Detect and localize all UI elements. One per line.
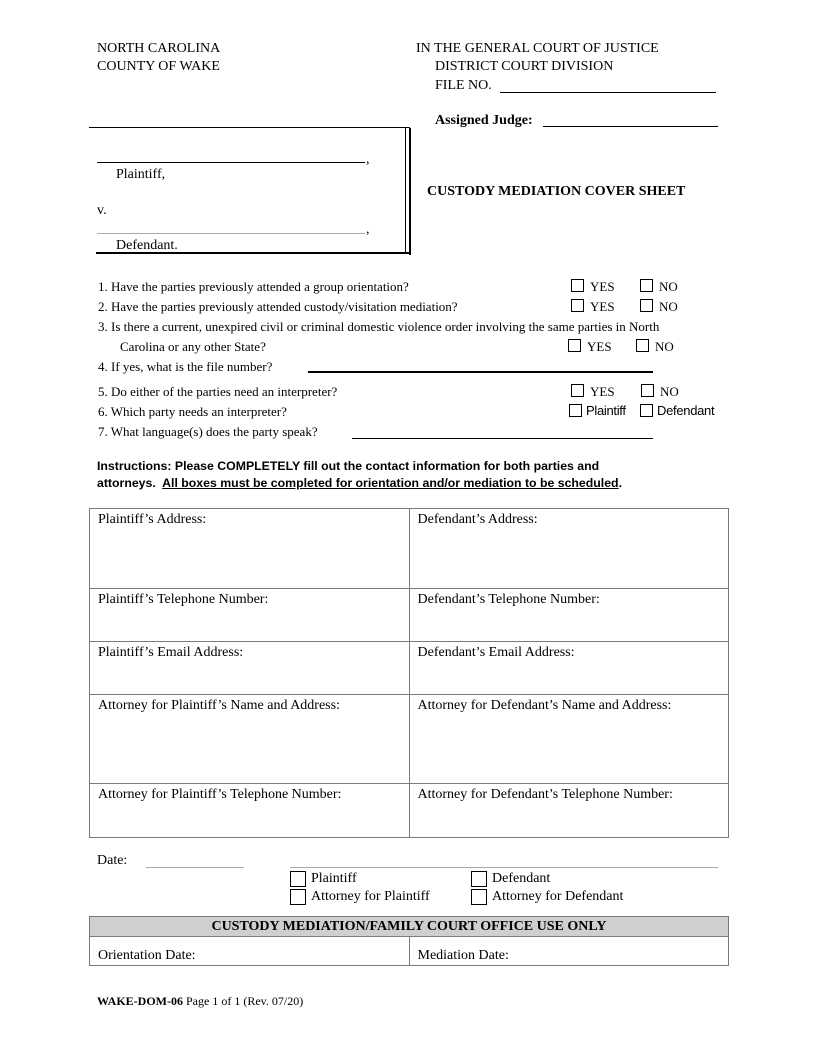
instructions-line-2: attorneys. All boxes must be completed for orientation and/or mediation to be scheduled. <box>97 476 622 490</box>
q6-plaintiff-label: Plaintiff <box>586 403 626 418</box>
q5-yes-checkbox[interactable] <box>571 384 584 397</box>
plaintiff-email-label: Plaintiff’s Email Address: <box>98 645 244 660</box>
defendant-label: Defendant. <box>116 238 178 253</box>
q5-no-checkbox[interactable] <box>641 384 654 397</box>
attorney-plaintiff-phone-cell[interactable] <box>90 784 410 838</box>
signer-attorney-defendant-checkbox[interactable] <box>471 889 487 905</box>
signer-attorney-defendant-label: Attorney for Defendant <box>492 889 624 904</box>
attorney-defendant-phone-label: Attorney for Defendant’s Telephone Number: <box>417 787 673 802</box>
date-field[interactable] <box>146 867 244 868</box>
assigned-judge-label: Assigned Judge: <box>435 113 533 128</box>
caption-comma: , <box>366 222 370 237</box>
attorney-plaintiff-name-cell[interactable] <box>90 695 410 784</box>
q2-yes-checkbox[interactable] <box>571 299 584 312</box>
signer-plaintiff-label: Plaintiff <box>311 871 357 886</box>
court-division: DISTRICT COURT DIVISION <box>435 59 614 74</box>
signer-attorney-plaintiff-checkbox[interactable] <box>290 889 306 905</box>
q5-yes-label: YES <box>590 384 615 399</box>
state-name: NORTH CAROLINA <box>97 41 221 56</box>
orientation-date-label: Orientation Date: <box>98 948 196 963</box>
form-id: WAKE-DOM-06 <box>97 994 183 1008</box>
versus-label: v. <box>97 203 107 218</box>
defendant-address-cell[interactable] <box>409 509 729 589</box>
plaintiff-address-label: Plaintiff’s Address: <box>98 512 207 527</box>
caption-comma: , <box>366 152 370 167</box>
signer-plaintiff-checkbox[interactable] <box>290 871 306 887</box>
signer-defendant-label: Defendant <box>492 871 551 886</box>
plaintiff-phone-label: Plaintiff’s Telephone Number: <box>98 592 269 607</box>
orientation-date-cell[interactable] <box>90 937 410 966</box>
defendant-name-field[interactable] <box>97 233 365 234</box>
plaintiff-name-field[interactable] <box>97 162 365 163</box>
page-info: Page 1 of 1 (Rev. 07/20) <box>183 994 304 1008</box>
defendant-phone-label: Defendant’s Telephone Number: <box>417 592 600 607</box>
q4-file-number-field[interactable] <box>308 371 653 373</box>
caption-top-rule <box>89 127 410 128</box>
attorney-defendant-phone-cell[interactable] <box>409 784 729 838</box>
q1-no-label: NO <box>659 279 678 294</box>
plaintiff-label: Plaintiff, <box>116 167 166 182</box>
office-use-title: CUSTODY MEDIATION/FAMILY COURT OFFICE USE ONLY <box>90 917 729 937</box>
county-name: COUNTY OF WAKE <box>97 59 220 74</box>
q1-yes-checkbox[interactable] <box>571 279 584 292</box>
file-no-field[interactable] <box>500 92 716 93</box>
file-no-label: FILE NO. <box>435 78 492 93</box>
caption-rule-inner <box>405 128 406 253</box>
plaintiff-phone-cell[interactable] <box>90 589 410 642</box>
contact-info-table <box>89 508 729 838</box>
defendant-phone-cell[interactable] <box>409 589 729 642</box>
mediation-date-label: Mediation Date: <box>417 948 509 963</box>
assigned-judge-field[interactable] <box>543 126 718 127</box>
q2-yes-label: YES <box>590 299 615 314</box>
defendant-address-label: Defendant’s Address: <box>417 512 538 527</box>
q2-no-label: NO <box>659 299 678 314</box>
q1-no-checkbox[interactable] <box>640 279 653 292</box>
q6-plaintiff-checkbox[interactable] <box>569 404 582 417</box>
q2-no-checkbox[interactable] <box>640 299 653 312</box>
q1-yes-label: YES <box>590 279 615 294</box>
question-5: 5. Do either of the parties need an interpreter? <box>98 384 338 399</box>
q5-no-label: NO <box>660 384 679 399</box>
defendant-email-cell[interactable] <box>409 642 729 695</box>
question-2: 2. Have the parties previously attended custody/visitation mediation? <box>98 299 458 314</box>
court-name: IN THE GENERAL COURT OF JUSTICE <box>416 41 659 56</box>
q3-no-label: NO <box>655 339 674 354</box>
date-label: Date: <box>97 853 128 868</box>
attorney-defendant-name-label: Attorney for Defendant’s Name and Address: <box>417 698 672 713</box>
attorney-defendant-name-cell[interactable] <box>409 695 729 784</box>
q7-language-field[interactable] <box>352 438 653 439</box>
q6-defendant-label: Defendant <box>657 403 715 418</box>
q3-yes-checkbox[interactable] <box>568 339 581 352</box>
signer-defendant-checkbox[interactable] <box>471 871 487 887</box>
q3-yes-label: YES <box>587 339 612 354</box>
question-4: 4. If yes, what is the file number? <box>98 359 273 374</box>
footer <box>97 994 303 1009</box>
attorney-plaintiff-name-label: Attorney for Plaintiff’s Name and Address: <box>98 698 340 713</box>
signature-line[interactable] <box>290 867 718 868</box>
form-title: CUSTODY MEDIATION COVER SHEET <box>427 184 686 199</box>
plaintiff-address-cell[interactable] <box>90 509 410 589</box>
office-use-table <box>89 916 729 966</box>
signer-attorney-plaintiff-label: Attorney for Plaintiff <box>311 889 430 904</box>
plaintiff-email-cell[interactable] <box>90 642 410 695</box>
q3-no-checkbox[interactable] <box>636 339 649 352</box>
q6-defendant-checkbox[interactable] <box>640 404 653 417</box>
instructions-line-1: Instructions: Please COMPLETELY fill out the contact information for both parties and <box>97 459 600 473</box>
question-6: 6. Which party needs an interpreter? <box>98 404 287 419</box>
question-7: 7. What language(s) does the party speak? <box>98 424 318 439</box>
attorney-plaintiff-phone-label: Attorney for Plaintiff’s Telephone Number: <box>98 787 342 802</box>
defendant-email-label: Defendant’s Email Address: <box>417 645 575 660</box>
mediation-date-cell[interactable] <box>409 937 729 966</box>
question-1: 1. Have the parties previously attended a group orientation? <box>98 279 409 294</box>
caption-rule-outer <box>409 128 411 255</box>
question-3: 3. Is there a current, unexpired civil or criminal domestic violence order involving the same parties in North <box>98 319 660 334</box>
question-3-continued: Carolina or any other State? <box>120 339 266 354</box>
